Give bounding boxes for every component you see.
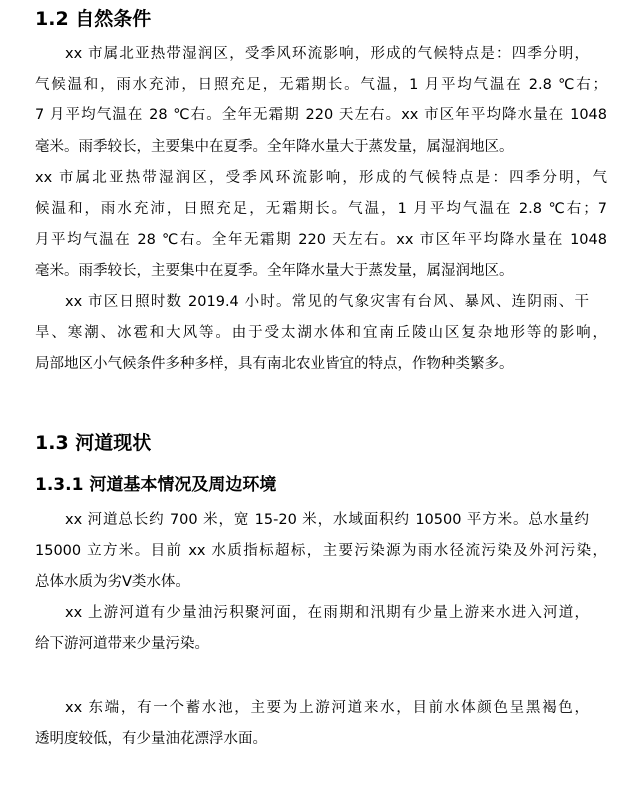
text-line: 毫米。雨季较长，主要集中在夏季。全年降水量大于蒸发量，属湿润地区。 bbox=[35, 139, 514, 155]
text-line: xx 市属北亚热带湿润区，受季风环流影响，形成的气候特点是：四季分明， bbox=[65, 46, 589, 62]
heading-1-3: 1.3 河道现状 bbox=[35, 432, 152, 454]
text-line: 旱、寒潮、冰雹和大风等。由于受太湖水体和宜南丘陵山区复杂地形等的影响， bbox=[35, 325, 607, 341]
text-line: 局部地区小气候条件多种多样，具有南北农业皆宜的特点，作物种类繁多。 bbox=[35, 356, 514, 372]
text-line: 15000 立方米。目前 xx 水质指标超标，主要污染源为雨水径流污染及外河污染， bbox=[35, 543, 607, 559]
text-line: xx 东端，有一个蓄水池，主要为上游河道来水，目前水体颜色呈黑褐色， bbox=[65, 700, 589, 716]
text-line: 气候温和，雨水充沛，日照充足，无霜期长。气温，1 月平均气温在 2.8 ℃右； bbox=[35, 77, 607, 93]
text-line: xx 市区日照时数 2019.4 小时。常见的气象灾害有台风、暴风、连阴雨、干 bbox=[65, 294, 589, 310]
text-line: 月平均气温在 28 ℃右。全年无霜期 220 天左右。xx 市区年平均降水量在 1048 bbox=[35, 232, 607, 248]
text-line: 毫米。雨季较长，主要集中在夏季。全年降水量大于蒸发量，属湿润地区。 bbox=[35, 263, 514, 279]
text-line: 7 月平均气温在 28 ℃右。全年无霜期 220 天左右。xx 市区年平均降水量在 1048 bbox=[35, 107, 607, 123]
text-line: 透明度较低，有少量油花漂浮水面。 bbox=[35, 731, 267, 747]
text-line: 总体水质为劣Ⅴ类水体。 bbox=[35, 574, 190, 590]
heading-1-2: 1.2 自然条件 bbox=[35, 8, 152, 30]
text-line: xx 上游河道有少量油污积聚河面，在雨期和汛期有少量上游来水进入河道， bbox=[65, 605, 589, 621]
heading-1-3-1: 1.3.1 河道基本情况及周边环境 bbox=[35, 475, 277, 495]
text-line: xx 市属北亚热带湿润区，受季风环流影响，形成的气候特点是：四季分明，气 bbox=[35, 170, 607, 186]
text-line: xx 河道总长约 700 米，宽 15-20 米，水域面积约 10500 平方米。总水量约 bbox=[65, 512, 589, 528]
text-line: 给下游河道带来少量污染。 bbox=[35, 636, 209, 652]
text-line: 候温和，雨水充沛，日照充足，无霜期长。气温，1 月平均气温在 2.8 ℃右；7 bbox=[35, 201, 607, 217]
